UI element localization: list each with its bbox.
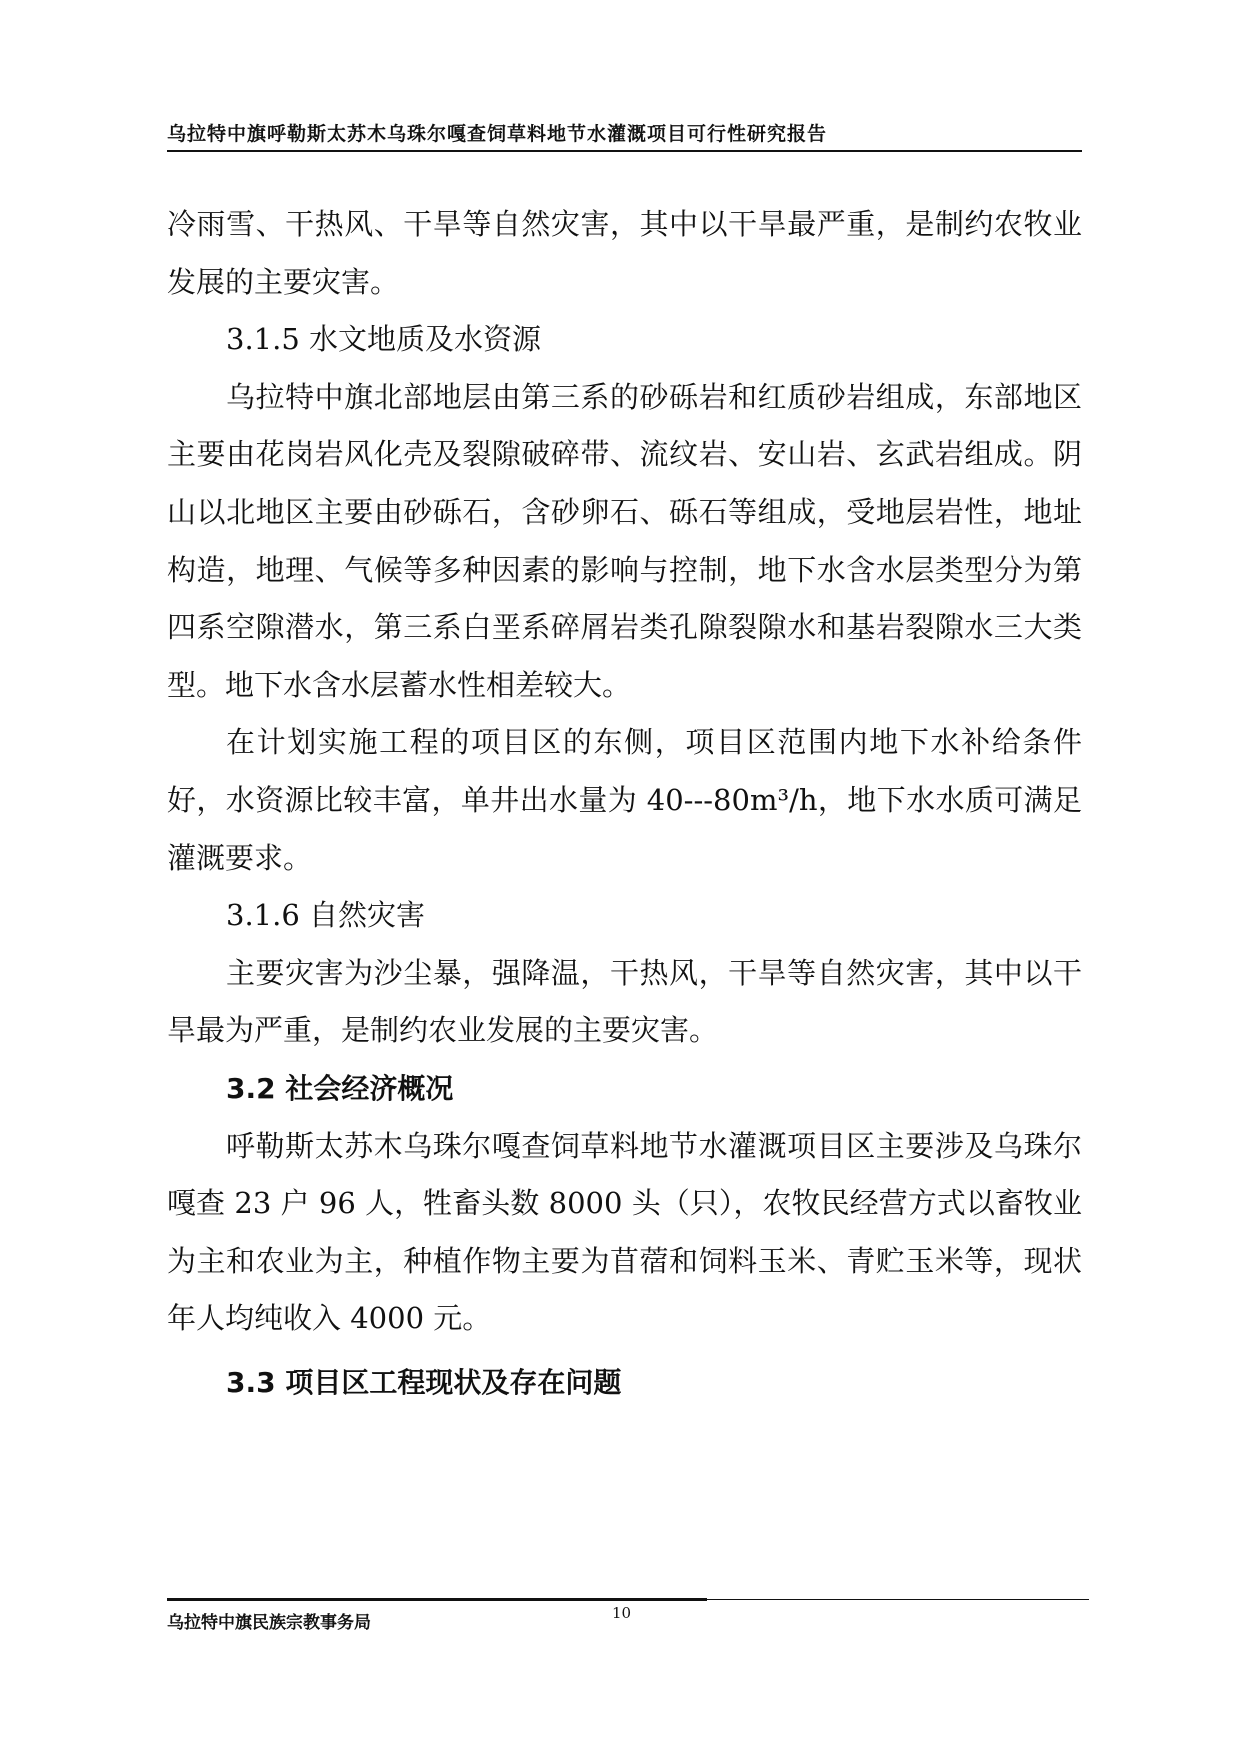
paragraph-socioeconomic: 呼勒斯太苏木乌珠尔嘎查饲草料地节水灌溉项目区主要涉及乌珠尔嘎查 23 户 96 人，牲畜头数 8000 头（只），农牧民经营方式以畜牧业为主和农业为主，种植作物主要为苜蓿和饲料玉米、青贮玉米等，现状年人均纯收入 4000 元。 [167,1128,1082,1336]
header-divider [167,150,1082,152]
footer-organization: 乌拉特中旗民族宗教事务局 [167,1613,371,1633]
section-heading-3-2: 3.2 社会经济概况 [226,1071,454,1105]
paragraph-natural-disasters: 主要灾害为沙尘暴，强降温，干热风，干旱等自然灾害，其中以干旱最为严重，是制约农业发展的主要灾害。 [167,955,1082,1048]
page-header-title: 乌拉特中旗呼勒斯太苏木乌珠尔嘎查饲草料地节水灌溉项目可行性研究报告 [167,123,828,145]
section-heading-3-1-6: 3.1.6 自然灾害 [226,898,426,933]
page-number: 10 [612,1604,632,1622]
paragraph-geology: 乌拉特中旗北部地层由第三系的砂砾岩和红质砂岩组成，东部地区主要由花岗岩风化壳及裂隙破碎带、流纹岩、安山岩、玄武岩组成。阴山以北地区主要由砂砾石，含砂卵石、砾石等组成，受地层岩性，地址构造，地理、气候等多种因素的影响与控制，地下水含水层类型分为第四系空隙潜水，第三系白垩系碎屑岩类孔隙裂隙水和基岩裂隙水三大类型。地下水含水层蓄水性相差较大。 [167,379,1082,702]
footer-divider [167,1599,1089,1600]
section-heading-3-1-5: 3.1.5 水文地质及水资源 [226,322,542,357]
section-heading-3-3: 3.3 项目区工程现状及存在问题 [226,1365,622,1399]
paragraph-disaster-continued: 冷雨雪、干热风、干旱等自然灾害，其中以干旱最严重，是制约农牧业发展的主要灾害。 [167,207,1082,299]
document-body [167,196,1082,1411]
paragraph-water-resources: 在计划实施工程的项目区的东侧，项目区范围内地下水补给条件好，水资源比较丰富，单井出水量为 40---80m³/h，地下水水质可满足灌溉要求。 [167,725,1082,875]
